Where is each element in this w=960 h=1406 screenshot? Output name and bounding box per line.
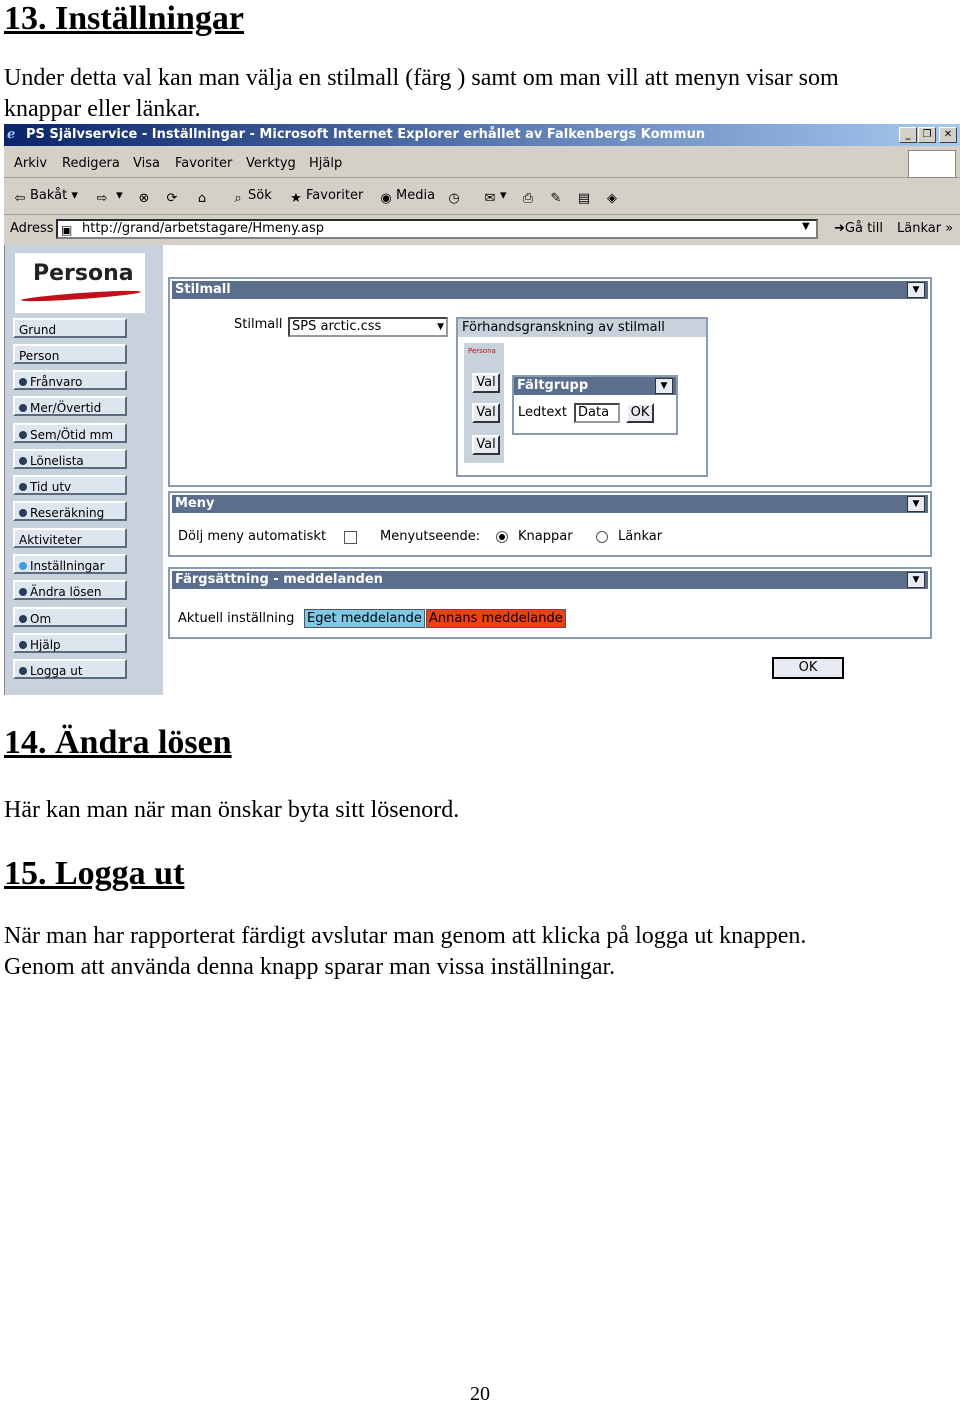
mail-button[interactable]: ✉ ▾ [482,188,507,207]
menu-hjalp[interactable]: Hjälp [309,156,343,171]
menu-redigera[interactable]: Redigera [62,156,120,171]
others-message-swatch[interactable]: Annans meddelande [426,609,566,628]
hide-menu-label: Dölj meny automatiskt [178,529,327,544]
print-button[interactable] [520,188,538,207]
bullet-icon [19,431,27,439]
preview-sidebar: Persona Val Val Val [464,343,504,463]
nav-grund[interactable]: Grund [13,318,127,338]
minimize-icon[interactable]: _ [899,127,917,143]
back-button[interactable]: ⇦ Bakåt ▾ [12,188,78,207]
stop-icon: ⊗ [138,191,150,206]
data-field: Data [574,403,620,423]
chevron-down-icon: ▼ [437,322,444,332]
go-arrow-icon: ➜ [834,221,845,236]
persona-logo: Persona [15,253,145,313]
knappar-label: Knappar [518,529,573,544]
refresh-icon: ⟳ [166,191,178,206]
menu-arkiv[interactable]: Arkiv [14,156,48,171]
preview-ok-button: OK [626,403,654,423]
bullet-icon [19,509,27,517]
nav-reserakning[interactable]: Reseräkning [13,501,127,521]
brand-logo-icon [908,150,956,178]
nav-hjalp[interactable]: Hjälp [13,633,127,653]
address-input[interactable]: ▣ http://grand/arbetstagare/Hmeny.asp [56,219,818,239]
address-label: Adress [10,221,54,236]
discuss-button[interactable] [576,188,594,207]
radio-lankar[interactable] [596,531,608,543]
stilmall-label: Stilmall [234,317,283,332]
edit-button[interactable] [548,188,566,207]
search-icon: ⌕ [234,191,242,206]
lankar-label: Länkar [618,529,663,544]
section-14-heading: 14. Ändra lösen [4,724,232,761]
forward-arrow-icon: ⇨ [96,191,108,206]
address-dropdown-icon[interactable]: ▼ [802,221,810,232]
page-icon: ▣ [61,223,73,237]
preview-box [456,317,708,477]
meny-header: Meny ▼ [172,495,928,513]
bullet-icon [19,641,27,649]
close-icon[interactable]: ✕ [939,127,957,143]
preview-header: Förhandsgranskning av stilmall [458,319,706,337]
radio-knappar[interactable] [496,531,508,543]
left-navigation [4,245,163,695]
nav-person[interactable]: Person [13,344,127,364]
nav-sem-otid[interactable]: Sem/Ötid mm [13,423,127,443]
nav-tid-utv[interactable]: Tid utv [13,475,127,495]
discuss-icon: ▤ [577,191,591,206]
page-content [4,245,960,695]
forward-button[interactable]: ⇨ ▾ [94,188,123,207]
menu-appearance-label: Menyutseende: [380,529,481,544]
section-15-text-line1: När man har rapporterat färdigt avslutar man genom att klicka på logga ut knappen. [4,923,807,949]
ie-icon: ℯ [7,127,16,142]
mail-icon: ✉ [484,191,496,206]
bullet-icon [19,457,27,465]
nav-installningar[interactable]: Inställningar [13,554,127,574]
ledtext-label: Ledtext [518,405,567,420]
toolbar [4,180,960,215]
stop-button[interactable] [136,188,154,207]
collapse-icon[interactable]: ▼ [907,282,925,298]
bullet-icon [19,588,27,596]
browser-screenshot [4,124,960,695]
nav-om[interactable]: Om [13,607,127,627]
section-15-heading: 15. Logga ut [4,855,185,892]
refresh-button[interactable] [164,188,182,207]
faltgrupp-header: Fältgrupp ▼ [514,377,676,395]
preview-val-button: Val [472,403,500,423]
bullet-icon [19,483,27,491]
fargsattning-panel [168,567,932,639]
section-13-text-line2: knappar eller länkar. [4,96,201,122]
bullet-icon [19,404,27,412]
collapse-icon[interactable]: ▼ [907,572,925,588]
nav-logga-ut[interactable]: Logga ut [13,659,127,679]
collapse-icon: ▼ [655,378,673,394]
stilmall-panel [168,277,932,487]
current-setting-label: Aktuell inställning [178,611,295,626]
hide-menu-checkbox[interactable] [344,531,357,544]
nav-aktiviteter[interactable]: Aktiviteter [13,528,127,548]
title-bar [4,124,960,146]
links-button[interactable]: Länkar » [897,221,954,236]
print-icon: ⎙ [522,191,534,206]
logo-swoosh [21,289,141,303]
collapse-icon[interactable]: ▼ [907,496,925,512]
restore-icon[interactable]: ❐ [918,127,936,143]
section-14-text: Här kan man när man önskar byta sitt lösenord. [4,797,460,823]
home-icon: ⌂ [197,191,207,206]
stilmall-select[interactable]: SPS arctic.css ▼ [288,317,448,337]
menu-bar [4,149,960,178]
nav-andra-losen[interactable]: Ändra lösen [13,580,127,600]
fargsattning-header: Färgsättning - meddelanden ▼ [172,571,928,589]
address-bar [4,216,960,244]
meny-panel [168,491,932,557]
menu-visa[interactable]: Visa [133,156,160,171]
messenger-icon: ◈ [607,191,617,206]
preview-faltgrupp [512,375,678,435]
edit-icon: ✎ [550,191,562,206]
history-icon: ◷ [448,191,460,206]
bullet-icon [19,667,27,675]
preview-val-button: Val [472,435,500,455]
media-icon: ◉ [380,191,392,206]
menu-favoriter[interactable]: Favoriter [175,156,233,171]
ok-button[interactable]: OK [772,657,844,679]
back-arrow-icon: ⇦ [14,191,26,206]
page-number: 20 [470,1383,490,1405]
favorites-button[interactable]: ★ Favoriter [288,188,363,207]
home-button[interactable] [194,188,212,207]
nav-lonelista[interactable]: Lönelista [13,449,127,469]
bullet-icon [19,615,27,623]
window-title: PS Självservice - Inställningar - Microsoft Internet Explorer erhållet av Falkenbergs Kommun [26,127,706,142]
nav-franvaro[interactable]: Frånvaro [13,370,127,390]
own-message-swatch[interactable]: Eget meddelande [304,609,425,628]
search-button[interactable]: ⌕ Sök [230,188,272,207]
media-button[interactable]: ◉ Media [378,188,435,207]
nav-mer-overtid[interactable]: Mer/Övertid [13,396,127,416]
section-13-heading: 13. Inställningar [4,0,244,37]
preview-val-button: Val [472,373,500,393]
favorites-icon: ★ [290,191,302,206]
history-button[interactable] [446,188,464,207]
menu-verktyg[interactable]: Verktyg [246,156,296,171]
bullet-icon [19,562,27,570]
section-13-text-line1: Under detta val kan man välja en stilmall (färg ) samt om man vill att menyn visar som [4,65,839,91]
go-button[interactable]: ➜Gå till [834,221,884,236]
bullet-icon [19,378,27,386]
section-15-text-line2: Genom att använda denna knapp sparar man vissa inställningar. [4,954,616,980]
stilmall-header: Stilmall ▼ [172,281,928,299]
messenger-button[interactable] [604,188,622,207]
